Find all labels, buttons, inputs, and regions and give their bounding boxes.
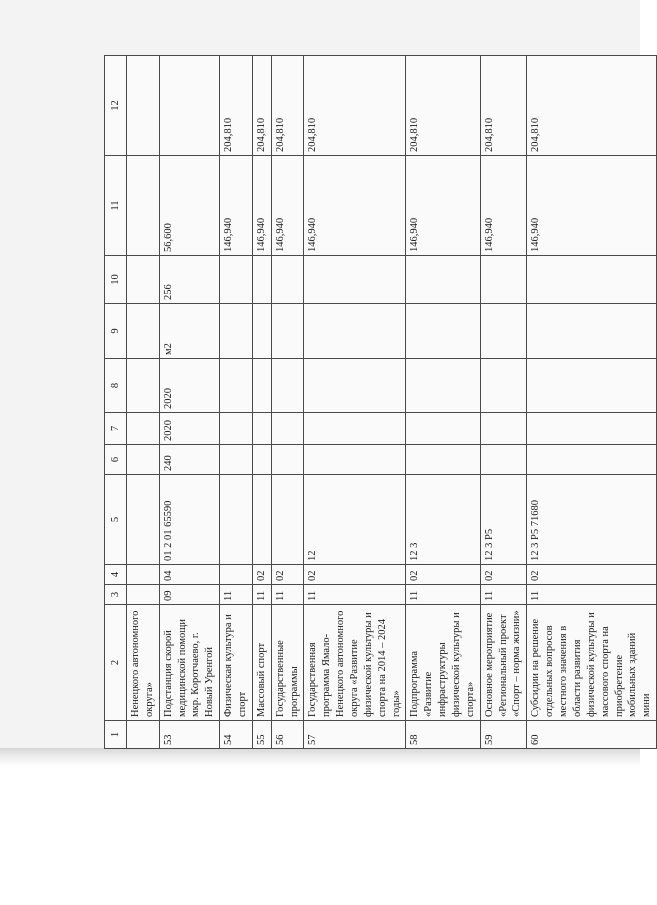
cell-col4: 02 [304, 565, 406, 585]
header-cell: 9 [105, 304, 127, 359]
cell-col3: 11 [480, 585, 527, 605]
cell-col6 [127, 445, 160, 475]
cell-col10 [252, 256, 271, 304]
row-name: Массовый спорт [252, 605, 271, 721]
cell-col11: 146,940 [406, 156, 480, 256]
header-cell: 11 [105, 156, 127, 256]
row-number [127, 721, 160, 749]
cell-col8 [304, 359, 406, 413]
table-row [527, 56, 657, 749]
cell-col3: 11 [304, 585, 406, 605]
row-number: 54 [220, 721, 253, 749]
cell-col11: 146,940 [304, 156, 406, 256]
header-row [105, 56, 127, 749]
table-row [127, 56, 160, 749]
cell-col9 [220, 304, 253, 359]
cell-col5 [127, 475, 160, 565]
cell-col10 [304, 256, 406, 304]
cell-col6: 240 [159, 445, 219, 475]
cell-col5: 12 3 P5 [480, 475, 527, 565]
header-cell: 5 [105, 475, 127, 565]
cell-col6 [271, 445, 304, 475]
cell-col8 [480, 359, 527, 413]
table-row [271, 56, 304, 749]
cell-col3: 11 [252, 585, 271, 605]
row-number: 56 [271, 721, 304, 749]
cell-col8 [127, 359, 160, 413]
cell-col9 [271, 304, 304, 359]
cell-col7 [252, 413, 271, 445]
cell-col9 [304, 304, 406, 359]
cell-col8 [406, 359, 480, 413]
cell-col4 [220, 565, 253, 585]
cell-col5: 12 3 P5 71680 [527, 475, 657, 565]
cell-col12: 204,810 [406, 56, 480, 156]
table-row [406, 56, 480, 749]
cell-col8: 2020 [159, 359, 219, 413]
cell-col4 [127, 565, 160, 585]
row-number: 55 [252, 721, 271, 749]
cell-col8 [527, 359, 657, 413]
cell-col4: 02 [271, 565, 304, 585]
cell-col5: 01 2 01 65590 [159, 475, 219, 565]
header-cell: 6 [105, 445, 127, 475]
row-number: 53 [159, 721, 219, 749]
header-cell: 8 [105, 359, 127, 413]
cell-col7 [127, 413, 160, 445]
cell-col7 [220, 413, 253, 445]
cell-col9: м2 [159, 304, 219, 359]
cell-col7 [271, 413, 304, 445]
cell-col4: 02 [406, 565, 480, 585]
cell-col3: 09 [159, 585, 219, 605]
cell-col12: 204,810 [480, 56, 527, 156]
cell-col5 [252, 475, 271, 565]
row-name: Субсидии на решение отдельных вопросов местного значения в области развития физической культуры и массового спорта на приобретение мобильных зданий мини [527, 605, 657, 721]
cell-col12: 204,810 [271, 56, 304, 156]
table-row [220, 56, 253, 749]
budget-table [104, 55, 657, 749]
header-cell: 10 [105, 256, 127, 304]
cell-col10 [127, 256, 160, 304]
cell-col11: 56,600 [159, 156, 219, 256]
cell-col7 [304, 413, 406, 445]
row-number: 57 [304, 721, 406, 749]
cell-col10: 256 [159, 256, 219, 304]
row-name: Основное мероприятие «Региональный проект «Спорт – норма жизни» [480, 605, 527, 721]
cell-col6 [406, 445, 480, 475]
cell-col11: 146,940 [271, 156, 304, 256]
cell-col8 [252, 359, 271, 413]
header-cell: 2 [105, 605, 127, 721]
cell-col9 [252, 304, 271, 359]
cell-col3 [127, 585, 160, 605]
cell-col7 [480, 413, 527, 445]
cell-col12 [159, 56, 219, 156]
row-number: 58 [406, 721, 480, 749]
cell-col11: 146,940 [480, 156, 527, 256]
cell-col11: 146,940 [252, 156, 271, 256]
cell-col12 [127, 56, 160, 156]
cell-col6 [527, 445, 657, 475]
row-name: Подстанция скорой медицинской помощи мкр. Коротчаево, г. Новый Уренгой [159, 605, 219, 721]
cell-col10 [527, 256, 657, 304]
cell-col5: 12 3 [406, 475, 480, 565]
row-number: 59 [480, 721, 527, 749]
row-name: Государственные программы [271, 605, 304, 721]
cell-col8 [271, 359, 304, 413]
cell-col5: 12 [304, 475, 406, 565]
cell-col4: 04 [159, 565, 219, 585]
header-cell: 12 [105, 56, 127, 156]
cell-col9 [127, 304, 160, 359]
header-cell: 4 [105, 565, 127, 585]
cell-col7 [527, 413, 657, 445]
cell-col11: 146,940 [527, 156, 657, 256]
cell-col12: 204,810 [527, 56, 657, 156]
cell-col9 [480, 304, 527, 359]
header-cell: 1 [105, 721, 127, 749]
row-name: Государственная программа Ямало-Ненецкого автономного округа «Развитие физической культуры и спорта на 2014 – 2024 годы» [304, 605, 406, 721]
row-name: Физическая культура и спорт [220, 605, 253, 721]
table-viewport [104, 56, 653, 749]
cell-col12: 204,810 [252, 56, 271, 156]
cell-col5 [271, 475, 304, 565]
cell-col6 [220, 445, 253, 475]
row-name: Ненецкого автономного округа» [127, 605, 160, 721]
cell-col11 [127, 156, 160, 256]
cell-col12: 204,810 [304, 56, 406, 156]
cell-col3: 11 [220, 585, 253, 605]
cell-col10 [271, 256, 304, 304]
table-row [159, 56, 219, 749]
cell-col8 [220, 359, 253, 413]
cell-col10 [406, 256, 480, 304]
cell-col4: 02 [480, 565, 527, 585]
cell-col3: 11 [271, 585, 304, 605]
row-name: Подпрограмма «Развитие инфраструктуры физической культуры и спорта» [406, 605, 480, 721]
cell-col9 [527, 304, 657, 359]
cell-col4: 02 [252, 565, 271, 585]
cell-col10 [220, 256, 253, 304]
cell-col4: 02 [527, 565, 657, 585]
header-cell: 7 [105, 413, 127, 445]
cell-col6 [252, 445, 271, 475]
table-row [304, 56, 406, 749]
cell-col7: 2020 [159, 413, 219, 445]
table-row [480, 56, 527, 749]
cell-col7 [406, 413, 480, 445]
rotated-table-container [104, 56, 653, 749]
cell-col11: 146,940 [220, 156, 253, 256]
page-edge-shadow [0, 748, 640, 766]
cell-col10 [480, 256, 527, 304]
cell-col12: 204,810 [220, 56, 253, 156]
cell-col9 [406, 304, 480, 359]
cell-col3: 11 [527, 585, 657, 605]
cell-col5 [220, 475, 253, 565]
cell-col6 [480, 445, 527, 475]
row-number: 60 [527, 721, 657, 749]
table-row [252, 56, 271, 749]
cell-col3: 11 [406, 585, 480, 605]
header-cell: 3 [105, 585, 127, 605]
cell-col6 [304, 445, 406, 475]
